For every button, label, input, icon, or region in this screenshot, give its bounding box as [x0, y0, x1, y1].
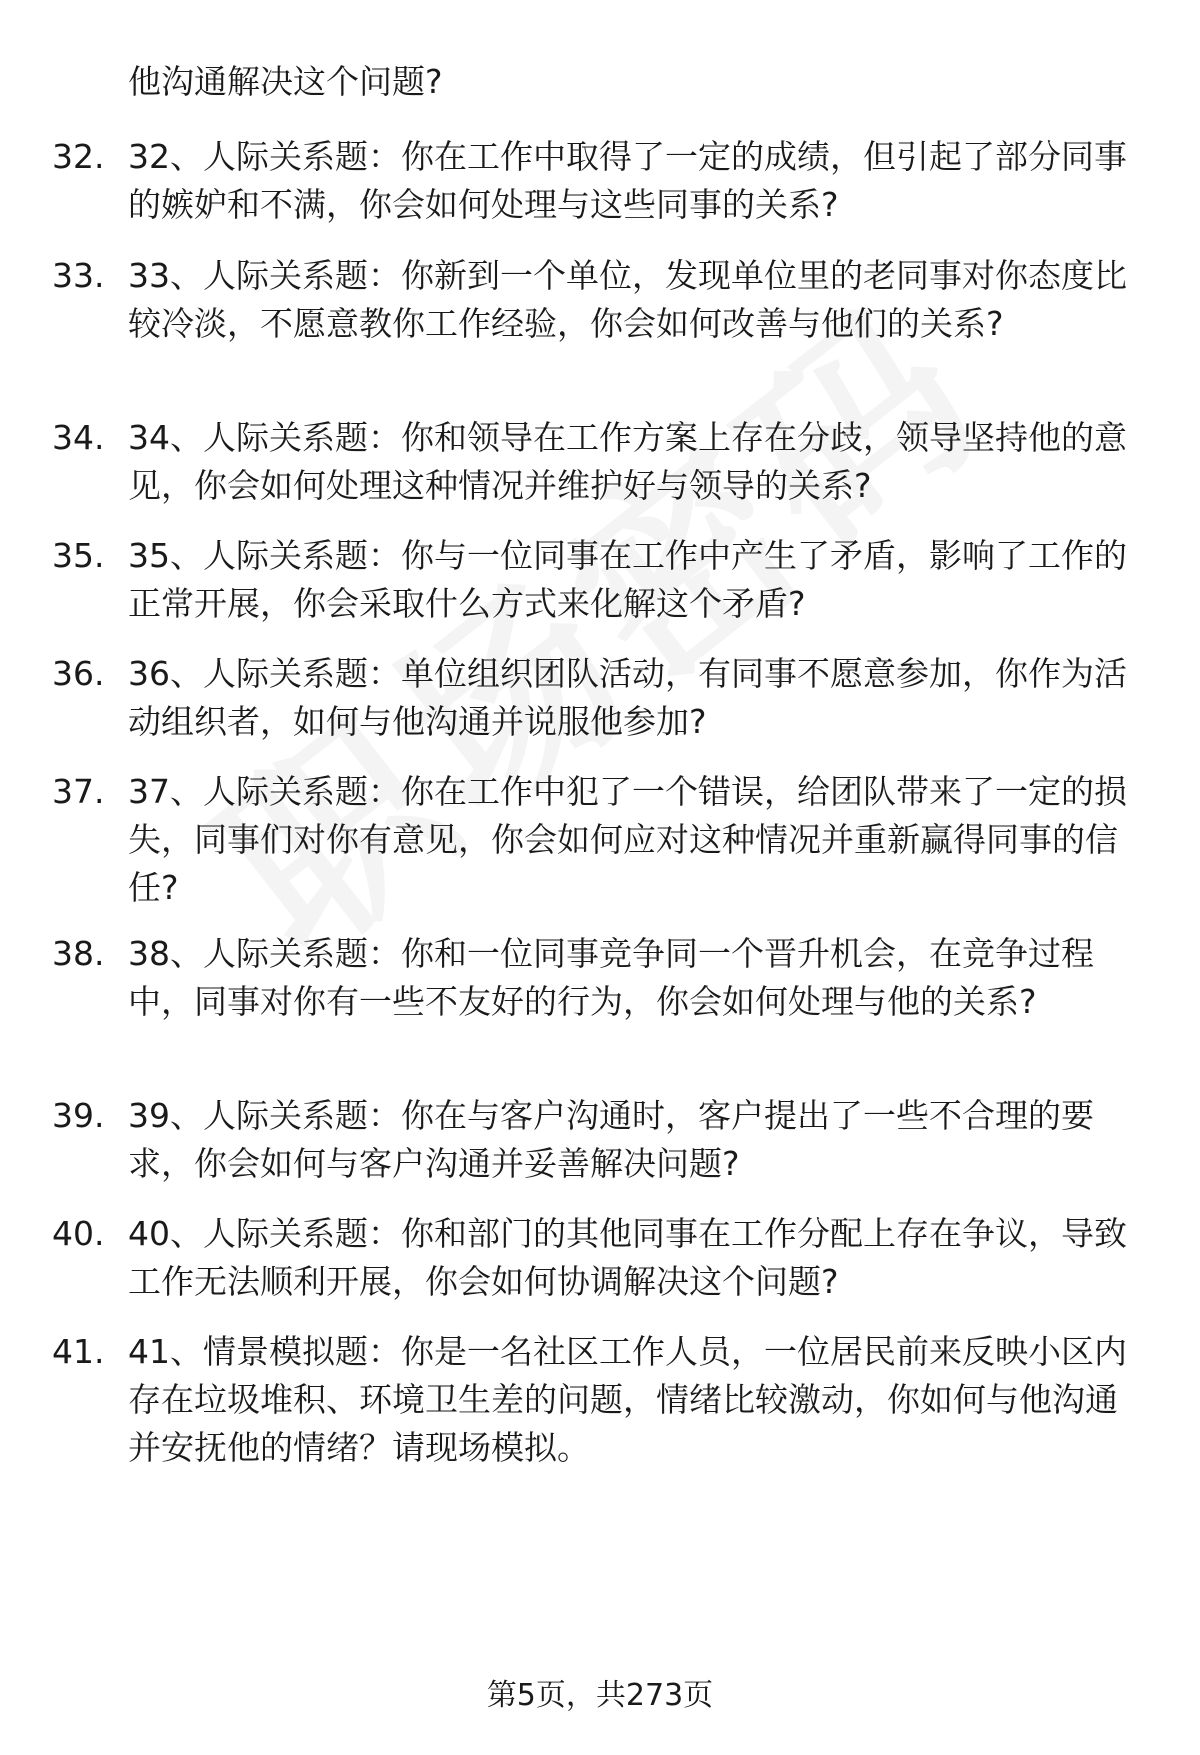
item-number: 36. [52, 654, 105, 693]
item-text: 32、人际关系题：你在工作中取得了一定的成绩，但引起了部分同事的嫉妒和不满，你会如何处理与这些同事的关系? [128, 137, 1127, 224]
item-number: 37. [52, 772, 105, 811]
item-number: 38. [52, 934, 105, 973]
item-text: 41、情景模拟题：你是一名社区工作人员，一位居民前来反映小区内存在垃圾堆积、环境卫生差的问题，情绪比较激动，你如何与他沟通并安抚他的情绪？请现场模拟。 [128, 1332, 1127, 1467]
item-text: 34、人际关系题：你和领导在工作方案上存在分歧，领导坚持他的意见，你会如何处理这种情况并维护好与领导的关系? [128, 418, 1127, 505]
item-text: 39、人际关系题：你在与客户沟通时，客户提出了一些不合理的要求，你会如何与客户沟通并妥善解决问题? [128, 1096, 1094, 1183]
item-number: 39. [52, 1096, 105, 1135]
item-text: 38、人际关系题：你和一位同事竞争同一个晋升机会，在竞争过程中，同事对你有一些不友好的行为，你会如何处理与他的关系? [128, 934, 1094, 1021]
item-text: 37、人际关系题：你在工作中犯了一个错误，给团队带来了一定的损失，同事们对你有意见，你会如何应对这种情况并重新赢得同事的信任? [128, 772, 1127, 907]
continuation-text: 他沟通解决这个问题? [128, 62, 443, 101]
page-footer: 第5页，共273页 [486, 1678, 714, 1713]
item-number: 32. [52, 137, 105, 176]
item-text: 35、人际关系题：你与一位同事在工作中产生了矛盾，影响了工作的正常开展，你会采取什么方式来化解这个矛盾? [128, 536, 1127, 623]
item-number: 40. [52, 1214, 105, 1253]
item-text: 36、人际关系题：单位组织团队活动，有同事不愿意参加，你作为活动组织者，如何与他沟通并说服他参加? [128, 654, 1127, 741]
item-text: 40、人际关系题：你和部门的其他同事在工作分配上存在争议，导致工作无法顺利开展，你会如何协调解决这个问题? [128, 1214, 1127, 1301]
item-number: 33. [52, 256, 105, 295]
item-number: 35. [52, 536, 105, 575]
item-number: 34. [52, 418, 105, 457]
item-number: 41. [52, 1332, 105, 1371]
item-text: 33、人际关系题：你新到一个单位，发现单位里的老同事对你态度比较冷淡，不愿意教你工作经验，你会如何改善与他们的关系? [128, 256, 1127, 343]
